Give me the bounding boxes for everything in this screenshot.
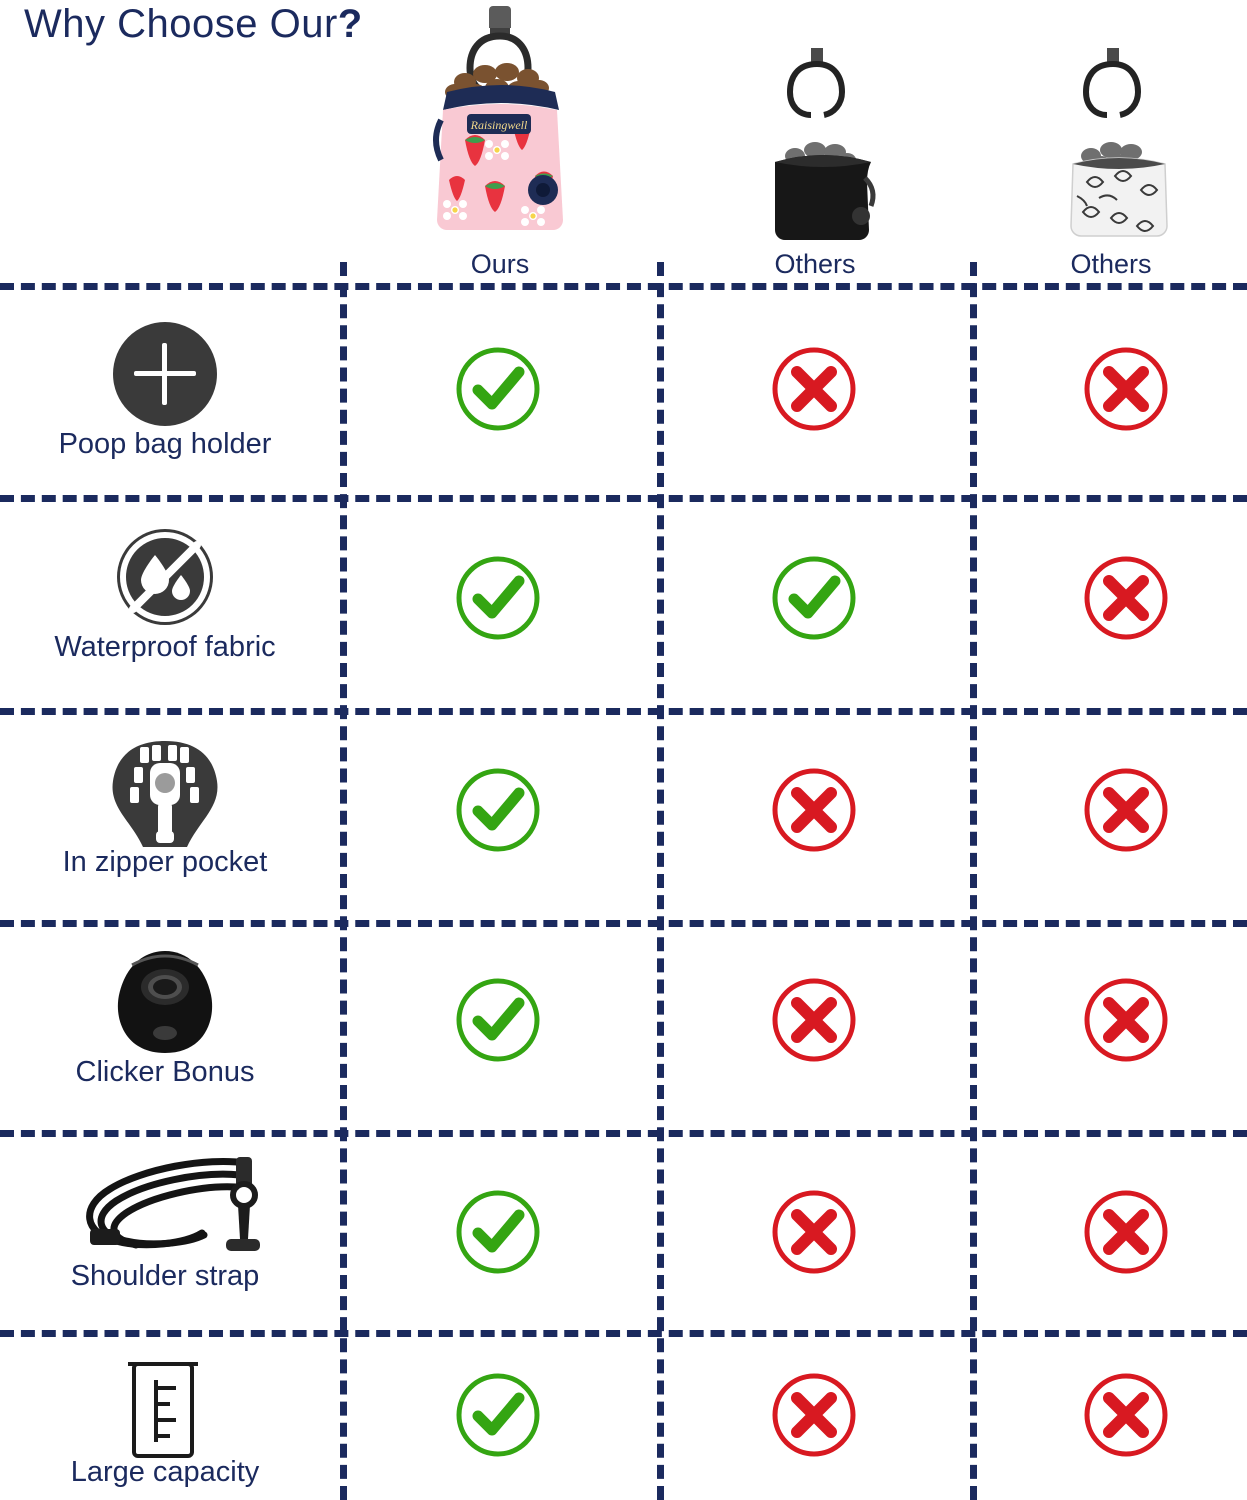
column-header-other-2	[975, 40, 1247, 280]
feature-label: Waterproof fabric	[54, 631, 276, 663]
grid-hline-6	[0, 1330, 1247, 1337]
mark-check-ours-row4	[455, 977, 541, 1063]
dog-clicker-icon	[10, 948, 320, 1056]
mark-cross-other1-row1	[771, 346, 857, 432]
mark-cross-other2-row6	[1083, 1372, 1169, 1458]
mark-cross-other1-row4	[771, 977, 857, 1063]
column-header-ours	[345, 0, 655, 280]
zipper-icon	[10, 738, 320, 846]
poop-bag-dispenser-icon	[10, 320, 320, 428]
page-title	[24, 2, 363, 47]
grid-hline-1	[0, 283, 1247, 290]
mark-check-ours-row2	[455, 555, 541, 641]
feature-shoulder-strap	[10, 1152, 320, 1293]
column-header-other-1	[660, 40, 970, 280]
product-image-other-2	[1011, 40, 1211, 245]
feature-poop-bag-holder	[10, 320, 320, 461]
column-label-ours: Ours	[470, 249, 530, 279]
product-image-ours	[385, 0, 615, 245]
waterproof-no-water-icon	[10, 523, 320, 631]
grid-vline-3	[970, 262, 977, 1500]
page-title-question-mark: ?	[337, 2, 363, 46]
mark-cross-other2-row3	[1083, 767, 1169, 853]
grid-hline-5	[0, 1130, 1247, 1137]
mark-check-ours-row1	[455, 346, 541, 432]
feature-label: Poop bag holder	[58, 428, 272, 460]
feature-waterproof-fabric	[10, 523, 320, 664]
mark-cross-other2-row1	[1083, 346, 1169, 432]
grid-hline-3	[0, 708, 1247, 715]
mark-check-ours-row5	[455, 1189, 541, 1275]
mark-check-other1-row2	[771, 555, 857, 641]
product-image-other-1	[715, 40, 915, 245]
mark-check-ours-row3	[455, 767, 541, 853]
feature-label: Shoulder strap	[70, 1260, 260, 1292]
grid-vline-1	[340, 262, 347, 1500]
mark-cross-other2-row2	[1083, 555, 1169, 641]
column-label-other-2: Others	[1070, 249, 1152, 279]
mark-check-ours-row6	[455, 1372, 541, 1458]
feature-label: In zipper pocket	[62, 846, 268, 878]
feature-label: Large capacity	[70, 1456, 260, 1488]
feature-large-capacity	[10, 1348, 320, 1489]
shoulder-strap-icon	[10, 1152, 320, 1260]
feature-label: Clicker Bonus	[75, 1056, 255, 1088]
mark-cross-other2-row4	[1083, 977, 1169, 1063]
mark-cross-other2-row5	[1083, 1189, 1169, 1275]
svg-text:Raisingwell: Raisingwell	[470, 118, 528, 132]
column-label-other-1: Others	[774, 249, 856, 279]
feature-in-zipper-pocket	[10, 738, 320, 879]
page-title-main: Why Choose Our	[24, 2, 338, 46]
measuring-cup-icon	[10, 1348, 320, 1456]
grid-hline-2	[0, 495, 1247, 502]
mark-cross-other1-row6	[771, 1372, 857, 1458]
grid-vline-2	[657, 262, 664, 1500]
grid-hline-4	[0, 920, 1247, 927]
mark-cross-other1-row3	[771, 767, 857, 853]
mark-cross-other1-row5	[771, 1189, 857, 1275]
feature-clicker-bonus	[10, 948, 320, 1089]
